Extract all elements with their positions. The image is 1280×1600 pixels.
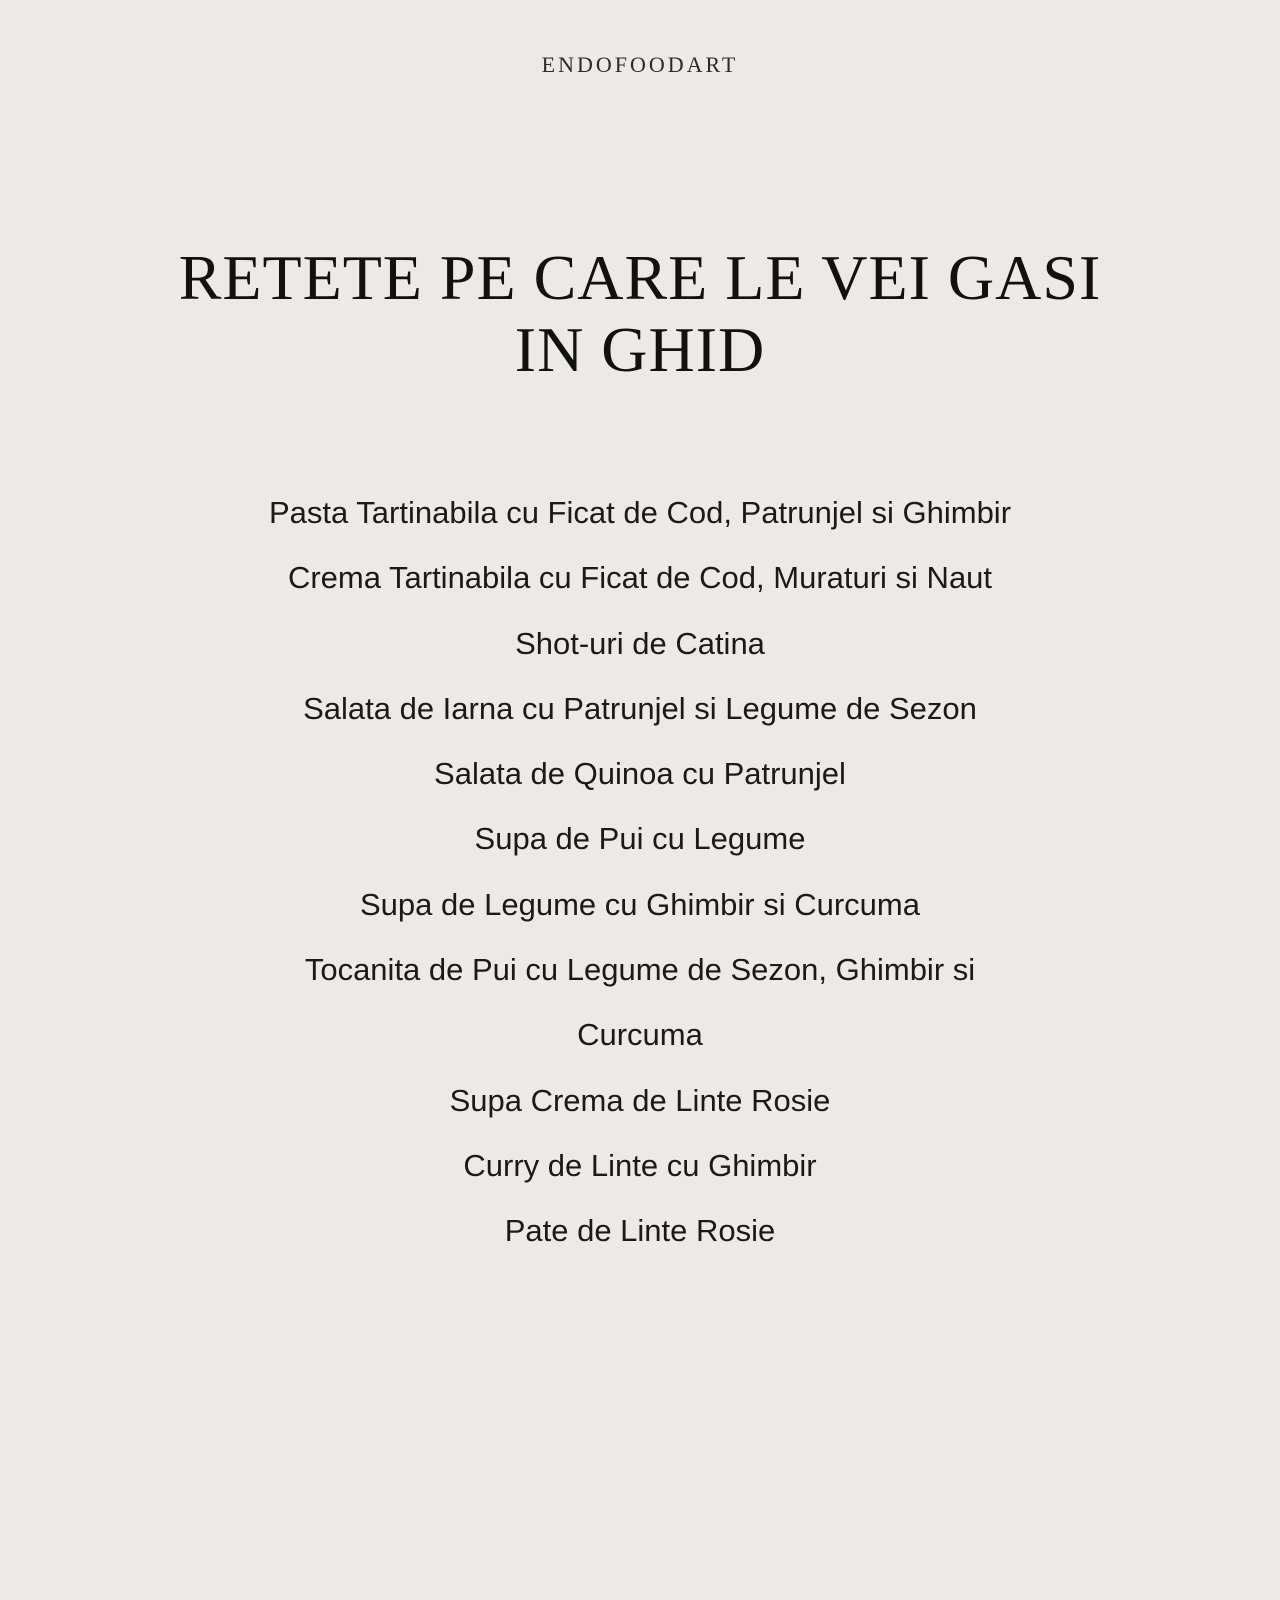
recipe-item: Supa Crema de Linte Rosie: [449, 1082, 831, 1118]
recipe-item: Supa de Pui cu Legume: [474, 821, 806, 857]
recipe-item: Pasta Tartinabila cu Ficat de Cod, Patrunjel si Ghimbir: [268, 495, 1012, 530]
recipe-list: [240, 480, 1040, 1264]
recipe-item: Salata de Quinoa cu Patrunjel: [434, 756, 846, 792]
recipe-item: Curry de Linte cu Ghimbir: [463, 1147, 817, 1183]
recipe-item: Shot-uri de Catina: [515, 625, 765, 661]
recipe-item: Crema Tartinabila cu Ficat de Cod, Muraturi si Naut: [287, 560, 993, 596]
recipe-item: Pate de Linte Rosie: [504, 1213, 776, 1249]
recipe-item: Tocanita de Pui cu Legume de Sezon, Ghimbir si Curcuma: [304, 952, 976, 1053]
recipe-item: Salata de Iarna cu Patrunjel si Legume de Sezon: [303, 690, 977, 726]
page-title: RETETE PE CARE LE VEI GASI IN GHID: [178, 242, 1102, 385]
recipe-item: Supa de Legume cu Ghimbir si Curcuma: [360, 886, 920, 922]
brand-name: ENDOFOODART: [541, 52, 739, 77]
